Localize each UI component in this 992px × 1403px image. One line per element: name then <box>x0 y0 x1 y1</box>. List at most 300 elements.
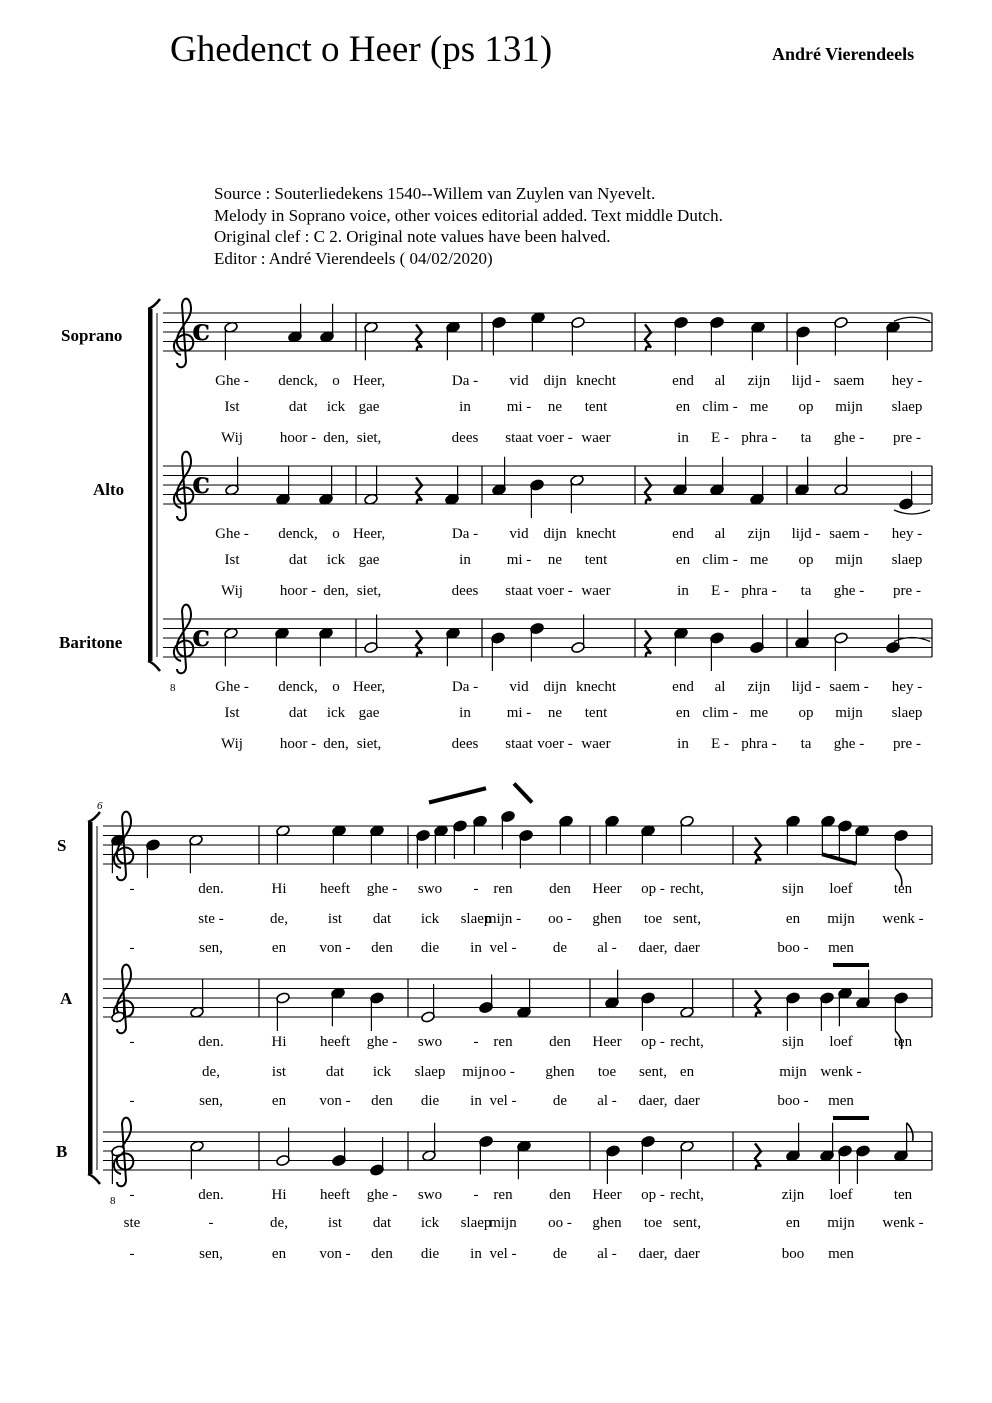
lyric-syllable: daer <box>674 940 700 956</box>
lyric-syllable: al - <box>597 1246 617 1262</box>
lyric-syllable: sent, <box>673 911 701 927</box>
lyric-syllable: Heer, <box>352 373 386 389</box>
lyric-syllable: denck, <box>278 526 318 542</box>
lyric-syllable: dijn <box>543 679 567 695</box>
lyric-syllable: op - <box>641 1034 665 1050</box>
lyric-syllable: sijn <box>782 1034 804 1050</box>
lyric-syllable: me <box>749 552 769 568</box>
lyric-syllable: al <box>714 373 726 389</box>
lyric-syllable: slaep <box>414 1064 446 1080</box>
lyric-syllable: dijn <box>543 526 567 542</box>
lyric-syllable: sijn <box>782 881 804 897</box>
lyric-syllable: ick <box>326 705 346 721</box>
lyric-syllable: en <box>675 399 691 415</box>
quarter-rest <box>755 990 761 1017</box>
lyric-syllable: dat <box>288 705 308 721</box>
tie <box>894 317 930 321</box>
quarter-rest <box>645 477 651 504</box>
lyric-syllable: en <box>785 911 801 927</box>
lyric-syllable: clim - <box>702 705 738 721</box>
lyric-syllable: in <box>470 940 482 956</box>
lyric-syllable: oo - <box>548 911 572 927</box>
note-beam <box>514 784 532 803</box>
lyric-syllable: phra - <box>741 736 777 752</box>
lyric-syllable: ick <box>326 399 346 415</box>
lyric-syllable: en <box>271 1246 287 1262</box>
lyric-syllable: zijn <box>747 526 771 542</box>
lyric-syllable: wenk - <box>882 1215 924 1231</box>
lyric-syllable: oo - <box>548 1215 572 1231</box>
lyric-syllable: - <box>129 1187 135 1203</box>
lyric-syllable: vid <box>509 526 529 542</box>
lyric-syllable: dat <box>325 1064 345 1080</box>
lyric-syllable: boo <box>781 1246 805 1262</box>
lyric-syllable: den <box>549 1187 571 1203</box>
lyric-syllable: siet, <box>356 430 382 446</box>
lyric-syllable: vid <box>509 679 529 695</box>
lyric-syllable: voer - <box>537 736 573 752</box>
clef-stroke <box>174 605 193 674</box>
time-signature-common: c <box>192 466 211 502</box>
lyric-syllable: en <box>679 1064 695 1080</box>
lyric-syllable: mi - <box>506 552 532 568</box>
lyric-syllable: - <box>208 1215 214 1231</box>
lyric-syllable: in <box>470 1246 482 1262</box>
quarter-rest <box>645 630 651 657</box>
clef-stroke <box>174 299 193 368</box>
lyric-syllable: in <box>677 583 689 599</box>
lyric-syllable: vid <box>509 373 529 389</box>
lyric-syllable: die <box>420 1093 440 1109</box>
lyric-syllable: mijn <box>835 705 863 721</box>
lyric-syllable: dat <box>372 1215 392 1231</box>
lyric-syllable: op <box>798 399 814 415</box>
treble-clef <box>174 452 193 521</box>
lyric-syllable: Hi <box>271 881 287 897</box>
lyric-syllable: tent <box>584 399 608 415</box>
lyric-syllable: ick <box>420 911 440 927</box>
lyric-syllable: de, <box>270 911 288 927</box>
lyric-syllable: dees <box>451 430 479 446</box>
lyric-syllable: clim - <box>702 552 738 568</box>
lyric-syllable: waer <box>581 583 611 599</box>
lyric-syllable: voer - <box>537 583 573 599</box>
lyric-syllable: ste - <box>198 911 224 927</box>
lyric-syllable: Da - <box>451 526 479 542</box>
lyric-syllable: denck, <box>278 679 318 695</box>
lyric-syllable: mijn - <box>484 911 522 927</box>
lyric-syllable: toe <box>643 1215 663 1231</box>
bracket-hook <box>148 661 160 671</box>
lyric-syllable: dees <box>451 736 479 752</box>
lyric-syllable: den, <box>323 430 349 446</box>
lyric-syllable: die <box>420 1246 440 1262</box>
lyric-syllable: Da - <box>451 373 479 389</box>
lyric-syllable: sen, <box>199 1093 223 1109</box>
bracket-hook <box>88 1174 100 1184</box>
lyric-syllable: daer, <box>638 1093 668 1109</box>
lyric-syllable: pre - <box>893 583 921 599</box>
quarter-rest <box>755 837 761 864</box>
lyric-syllable: E - <box>711 583 729 599</box>
voice-label: Alto <box>93 480 125 499</box>
lyric-syllable: en <box>675 552 691 568</box>
lyric-syllable: ghe - <box>833 583 865 599</box>
lyric-syllable: ten <box>893 1187 913 1203</box>
lyric-syllable: ne <box>547 552 563 568</box>
lyric-syllable: mi - <box>506 705 532 721</box>
quarter-rest <box>416 630 422 657</box>
lyric-syllable: E - <box>711 736 729 752</box>
lyric-syllable: in <box>677 430 689 446</box>
lyric-syllable: dat <box>372 911 392 927</box>
lyric-syllable: zijn <box>747 373 771 389</box>
lyric-syllable: denck, <box>278 373 318 389</box>
lyric-syllable: daer <box>674 1246 700 1262</box>
lyric-syllable: ste <box>123 1215 141 1231</box>
lyric-syllable: von - <box>319 940 351 956</box>
lyric-syllable: wenk - <box>882 911 924 927</box>
lyric-syllable: clim - <box>702 399 738 415</box>
lyric-syllable: die <box>420 940 440 956</box>
lyric-syllable: von - <box>319 1246 351 1262</box>
octave-marker: 8 <box>110 1195 116 1207</box>
lyric-syllable: dat <box>288 399 308 415</box>
lyric-syllable: phra - <box>741 430 777 446</box>
lyric-syllable: Hi <box>271 1034 287 1050</box>
lyric-syllable: ick <box>420 1215 440 1231</box>
note-source: Source : Souterliedekens 1540--Willem van Zuylen van Nyevelt. <box>214 184 656 203</box>
lyric-syllable: Ist <box>224 552 240 568</box>
lyric-syllable: mijn <box>462 1064 490 1080</box>
lyric-syllable: boo - <box>777 1093 809 1109</box>
lyric-syllable: ist <box>327 1215 343 1231</box>
lyric-syllable: staat <box>505 736 533 752</box>
lyric-syllable: en <box>271 940 287 956</box>
lyric-syllable: op <box>798 705 814 721</box>
lyric-syllable: den. <box>198 1187 224 1203</box>
lyric-syllable: hoor - <box>279 430 317 446</box>
lyric-syllable: end <box>672 526 694 542</box>
lyric-syllable: zijn <box>781 1187 805 1203</box>
lyric-syllable: ghe - <box>366 1187 398 1203</box>
quarter-rest <box>416 477 422 504</box>
lyric-syllable: pre - <box>893 736 921 752</box>
lyric-syllable: den <box>371 940 393 956</box>
lyric-syllable: den <box>549 881 571 897</box>
lyric-syllable: slaep <box>460 911 492 927</box>
lyric-syllable: tent <box>584 705 608 721</box>
lyric-syllable: hey - <box>891 679 923 695</box>
lyric-syllable: voer - <box>537 430 573 446</box>
lyric-syllable: Heer <box>592 1187 622 1203</box>
lyric-syllable: mijn <box>827 1215 855 1231</box>
lyric-syllable: men <box>828 940 854 956</box>
lyric-syllable: Heer <box>592 881 622 897</box>
lyric-syllable: vel - <box>489 1093 517 1109</box>
lyric-syllable: gae <box>358 399 380 415</box>
lyric-syllable: en <box>785 1215 801 1231</box>
lyric-syllable: ren <box>493 1034 513 1050</box>
bracket-hook <box>148 299 160 309</box>
lyric-syllable: lijd - <box>791 679 821 695</box>
lyric-syllable: toe <box>643 911 663 927</box>
lyric-syllable: ta <box>800 736 812 752</box>
lyric-syllable: - <box>129 1246 135 1262</box>
lyric-syllable: ta <box>800 583 812 599</box>
lyric-syllable: swo <box>417 1187 443 1203</box>
lyric-syllable: saem - <box>829 526 869 542</box>
lyric-syllable: me <box>749 399 769 415</box>
lyric-syllable: ne <box>547 399 563 415</box>
lyric-syllable: hey - <box>891 373 923 389</box>
lyric-syllable: Hi <box>271 1187 287 1203</box>
lyric-syllable: daer <box>674 1093 700 1109</box>
lyric-syllable: heeft <box>320 881 350 897</box>
treble-clef <box>174 299 193 368</box>
lyric-syllable: heeft <box>320 1187 350 1203</box>
lyric-syllable: dijn <box>543 373 567 389</box>
lyric-syllable: mijn <box>835 552 863 568</box>
lyric-syllable: op - <box>641 1187 665 1203</box>
lyric-syllable: staat <box>505 583 533 599</box>
lyric-syllable: slaep <box>891 399 923 415</box>
lyric-syllable: sen, <box>199 940 223 956</box>
lyric-syllable: recht, <box>670 1187 704 1203</box>
lyric-syllable: loef <box>829 881 853 897</box>
lyric-syllable: daer, <box>638 940 668 956</box>
note-melody: Melody in Soprano voice, other voices editorial added. Text middle Dutch. <box>214 205 723 225</box>
lyric-syllable: ten <box>893 1034 913 1050</box>
lyric-syllable: knecht <box>576 679 616 695</box>
lyric-syllable: phra - <box>741 583 777 599</box>
treble-clef <box>114 812 133 881</box>
lyric-syllable: daer, <box>638 1246 668 1262</box>
lyric-syllable: waer <box>581 430 611 446</box>
lyric-syllable: den, <box>323 736 349 752</box>
lyric-syllable: dees <box>451 583 479 599</box>
lyric-syllable: mijn <box>835 399 863 415</box>
quarter-rest <box>645 324 651 351</box>
lyric-syllable: wenk - <box>820 1064 862 1080</box>
lyric-syllable: slaep <box>460 1215 492 1231</box>
lyric-syllable: heeft <box>320 1034 350 1050</box>
lyric-syllable: lijd - <box>791 373 821 389</box>
lyric-syllable: swo <box>417 881 443 897</box>
lyric-syllable: - <box>473 1034 479 1050</box>
lyric-syllable: in <box>459 705 471 721</box>
lyric-syllable: ghe - <box>366 881 398 897</box>
lyric-syllable: den. <box>198 881 224 897</box>
lyric-syllable: siet, <box>356 736 382 752</box>
lyric-syllable: al - <box>597 1093 617 1109</box>
lyric-syllable: ten <box>893 881 913 897</box>
lyric-syllable: tent <box>584 552 608 568</box>
octave-marker: 8 <box>170 682 176 694</box>
voice-label: Soprano <box>61 326 123 345</box>
measure-number: 6 <box>97 800 103 812</box>
composer-name: André Vierendeels <box>772 44 915 64</box>
lyric-syllable: de <box>552 1246 568 1262</box>
lyric-syllable: de, <box>270 1215 288 1231</box>
lyric-syllable: E - <box>711 430 729 446</box>
lyric-syllable: waer <box>581 736 611 752</box>
lyric-syllable: saem <box>833 373 865 389</box>
bracket-hook <box>88 812 100 822</box>
lyric-syllable: ren <box>493 1187 513 1203</box>
lyric-syllable: - <box>129 1093 135 1109</box>
lyric-syllable: de, <box>202 1064 220 1080</box>
lyric-syllable: siet, <box>356 583 382 599</box>
lyric-syllable: al <box>714 526 726 542</box>
lyric-syllable: de <box>552 1093 568 1109</box>
system-bracket <box>148 309 153 661</box>
lyric-syllable: ick <box>372 1064 392 1080</box>
lyric-syllable: knecht <box>576 373 616 389</box>
lyric-syllable: sent, <box>639 1064 667 1080</box>
lyric-syllable: ghe - <box>833 430 865 446</box>
tie <box>894 510 930 514</box>
lyric-syllable: ghen <box>592 1215 622 1231</box>
lyric-syllable: Ist <box>224 399 240 415</box>
lyric-syllable: ghe - <box>833 736 865 752</box>
lyric-syllable: Wij <box>221 583 243 599</box>
note-editor: Editor : André Vierendeels ( 04/02/2020) <box>214 248 493 268</box>
lyric-syllable: ghe - <box>366 1034 398 1050</box>
lyric-syllable: men <box>828 1093 854 1109</box>
lyric-syllable: von - <box>319 1093 351 1109</box>
lyric-syllable: men <box>828 1246 854 1262</box>
clef-stroke <box>174 452 193 521</box>
system-bracket <box>88 822 93 1174</box>
lyric-syllable: al <box>714 679 726 695</box>
lyric-syllable: mijn <box>827 911 855 927</box>
voice-label: Baritone <box>59 633 123 652</box>
lyric-syllable: recht, <box>670 881 704 897</box>
lyric-syllable: - <box>473 1187 479 1203</box>
lyric-syllable: in <box>459 552 471 568</box>
lyric-syllable: - <box>129 881 135 897</box>
lyric-syllable: mi - <box>506 399 532 415</box>
lyric-syllable: oo - <box>491 1064 515 1080</box>
lyric-syllable: den <box>371 1246 393 1262</box>
lyric-syllable: ghen <box>545 1064 575 1080</box>
time-signature-common: c <box>192 313 211 349</box>
time-signature-common: c <box>192 619 211 655</box>
lyric-syllable: den. <box>198 1034 224 1050</box>
lyric-syllable: dat <box>288 552 308 568</box>
lyric-syllable: end <box>672 679 694 695</box>
voice-label: S <box>57 836 67 855</box>
lyric-syllable: en <box>271 1093 287 1109</box>
lyric-syllable: - <box>129 940 135 956</box>
lyric-syllable: den <box>371 1093 393 1109</box>
lyric-syllable: op - <box>641 881 665 897</box>
lyric-syllable: Wij <box>221 430 243 446</box>
note-clef: Original clef : C 2. Original note values have been halved. <box>214 227 611 246</box>
lyric-syllable: ghen <box>592 911 622 927</box>
lyric-syllable: pre - <box>893 430 921 446</box>
lyric-syllable: slaep <box>891 705 923 721</box>
lyric-syllable: slaep <box>891 552 923 568</box>
lyric-syllable: Ghe - <box>215 526 249 542</box>
piece-title: Ghedenct o Heer (ps 131) <box>170 29 553 70</box>
lyric-syllable: in <box>470 1093 482 1109</box>
voice-label: B <box>56 1142 68 1161</box>
lyric-syllable: al - <box>597 940 617 956</box>
lyric-syllable: hoor - <box>279 736 317 752</box>
lyric-syllable: end <box>672 373 694 389</box>
lyric-syllable: recht, <box>670 1034 704 1050</box>
lyric-syllable: ist <box>271 1064 287 1080</box>
lyric-syllable: sen, <box>199 1246 223 1262</box>
lyric-syllable: o <box>332 373 340 389</box>
lyric-syllable: - <box>473 881 479 897</box>
lyric-syllable: staat <box>505 430 533 446</box>
lyric-syllable: ne <box>547 705 563 721</box>
voice-label: A <box>60 989 73 1008</box>
lyric-syllable: loef <box>829 1187 853 1203</box>
lyric-syllable: o <box>332 526 340 542</box>
lyric-syllable: den <box>549 1034 571 1050</box>
clef-stroke <box>114 812 133 881</box>
quarter-rest <box>755 1143 761 1170</box>
lyric-syllable: me <box>749 705 769 721</box>
note-beam <box>429 788 486 802</box>
lyric-syllable: swo <box>417 1034 443 1050</box>
lyric-syllable: Ist <box>224 705 240 721</box>
lyric-syllable: ist <box>327 911 343 927</box>
lyric-syllable: de <box>552 940 568 956</box>
lyric-syllable: gae <box>358 552 380 568</box>
lyric-syllable: in <box>677 736 689 752</box>
lyric-syllable: in <box>459 399 471 415</box>
lyric-syllable: ick <box>326 552 346 568</box>
lyric-syllable: saem - <box>829 679 869 695</box>
lyric-syllable: vel - <box>489 1246 517 1262</box>
lyric-syllable: knecht <box>576 526 616 542</box>
lyric-syllable: hey - <box>891 526 923 542</box>
lyric-syllable: vel - <box>489 940 517 956</box>
lyric-syllable: toe <box>597 1064 617 1080</box>
lyric-syllable: Wij <box>221 736 243 752</box>
lyric-syllable: den, <box>323 583 349 599</box>
lyric-syllable: mijn <box>489 1215 517 1231</box>
lyric-syllable: ren <box>493 881 513 897</box>
lyric-syllable: Heer, <box>352 679 386 695</box>
lyric-syllable: Ghe - <box>215 373 249 389</box>
lyric-syllable: loef <box>829 1034 853 1050</box>
lyric-syllable: sent, <box>673 1215 701 1231</box>
lyric-syllable: mijn <box>779 1064 807 1080</box>
treble-clef <box>174 605 193 674</box>
lyric-syllable: Da - <box>451 679 479 695</box>
lyric-syllable: lijd - <box>791 526 821 542</box>
lyric-syllable: ta <box>800 430 812 446</box>
lyric-syllable: Heer, <box>352 526 386 542</box>
lyric-syllable: op <box>798 552 814 568</box>
lyric-syllable: Ghe - <box>215 679 249 695</box>
lyric-syllable: gae <box>358 705 380 721</box>
quarter-rest <box>416 324 422 351</box>
lyric-syllable: o <box>332 679 340 695</box>
lyric-syllable: hoor - <box>279 583 317 599</box>
lyric-syllable: Heer <box>592 1034 622 1050</box>
lyric-syllable: en <box>675 705 691 721</box>
lyric-syllable: boo - <box>777 940 809 956</box>
lyric-syllable: zijn <box>747 679 771 695</box>
lyric-syllable: - <box>129 1034 135 1050</box>
